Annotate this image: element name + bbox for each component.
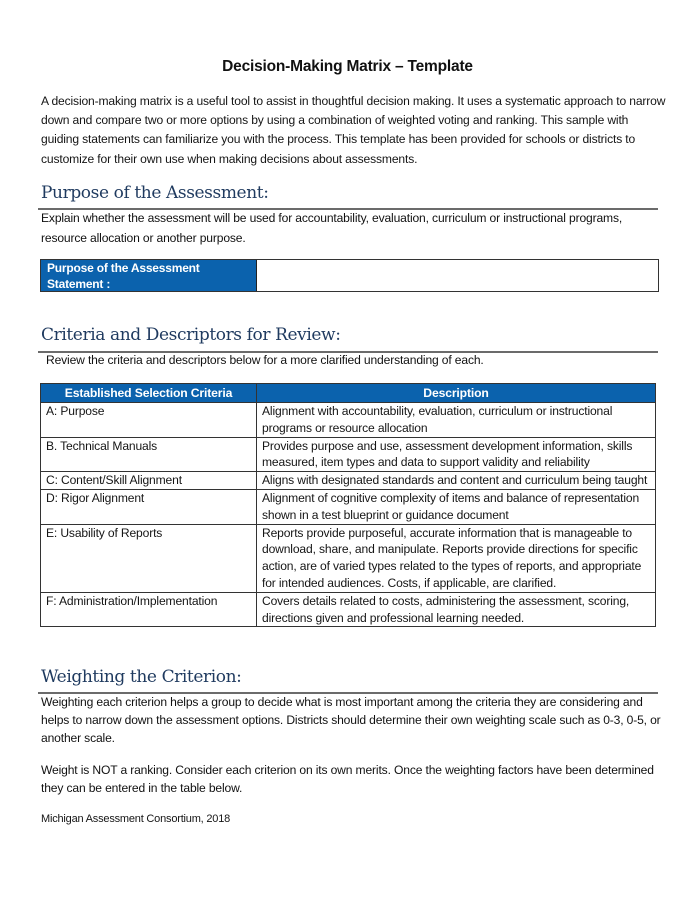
weighting-paragraph-2: Weight is NOT a ranking. Consider each criterion on its own merits. Once the weighting factors have been determined they can be entered in the table below. (41, 763, 654, 795)
criteria-table (40, 383, 656, 627)
header-criteria: Established Selection Criteria (41, 384, 257, 403)
criteria-table-header-row (41, 384, 656, 403)
criterion-cell: A: Purpose (41, 403, 257, 438)
table-row (41, 437, 656, 472)
footer-credit: Michigan Assessment Consortium, 2018 (41, 813, 231, 825)
intro-paragraph: A decision-making matrix is a useful tool to assist in thoughtful decision making. It uses a systematic approach to narrow down and compare two or more options by using a combination of weighted voting and ranking. This sample with guiding statements can familiarize you with the process. This template has been provided for schools or districts to customize for their own use when making decisions about assessments. (41, 94, 666, 166)
purpose-heading: Purpose of the Assessment: (41, 183, 269, 203)
weighting-heading: Weighting the Criterion: (41, 667, 242, 687)
table-row (41, 403, 656, 438)
table-row (41, 524, 656, 592)
description-cell: Provides purpose and use, assessment development information, skills measured, item types and data to support validity and reliability (257, 437, 656, 472)
header-description: Description (257, 384, 656, 403)
description-cell: Covers details related to costs, administering the assessment, scoring, directions given and professional learning needed. (257, 592, 656, 627)
purpose-explanation: Explain whether the assessment will be used for accountability, evaluation, curriculum or instructional programs, resource allocation or another purpose. (41, 211, 623, 245)
criterion-cell: C: Content/Skill Alignment (41, 472, 257, 490)
criterion-cell: F: Administration/Implementation (41, 592, 257, 627)
purpose-statement-field[interactable] (257, 260, 658, 291)
purpose-statement-label: Purpose of the Assessment Statement : (41, 260, 257, 291)
document-title: Decision-Making Matrix – Template (222, 58, 473, 75)
description-cell: Alignment with accountability, evaluation, curriculum or instructional programs or resource allocation (257, 403, 656, 438)
description-cell: Aligns with designated standards and content and curriculum being taught (257, 472, 656, 490)
purpose-statement-table (40, 259, 659, 292)
criteria-intro: Review the criteria and descriptors below for a more clarified understanding of each. (46, 353, 484, 367)
criteria-heading: Criteria and Descriptors for Review: (41, 325, 341, 345)
description-cell: Alignment of cognitive complexity of items and balance of representation shown in a test blueprint or guidance document (257, 489, 656, 524)
description-cell: Reports provide purposeful, accurate information that is manageable to download, share, and manipulate. Reports provide directions for specific action, are of varied types related to the types of reports, and appropriate for intended audiences. Costs, if applicable, are clarified. (257, 524, 656, 592)
table-row (41, 489, 656, 524)
weighting-paragraph-1: Weighting each criterion helps a group to decide what is most important among the criteria they are considering and helps to narrow down the assessment options. Districts should determine their own weighting scale such as 0-3, 0-5, or another scale. (41, 695, 661, 745)
criterion-cell: B. Technical Manuals (41, 437, 257, 472)
criterion-cell: E: Usability of Reports (41, 524, 257, 592)
table-row (41, 472, 656, 490)
table-row (41, 592, 656, 627)
criterion-cell: D: Rigor Alignment (41, 489, 257, 524)
